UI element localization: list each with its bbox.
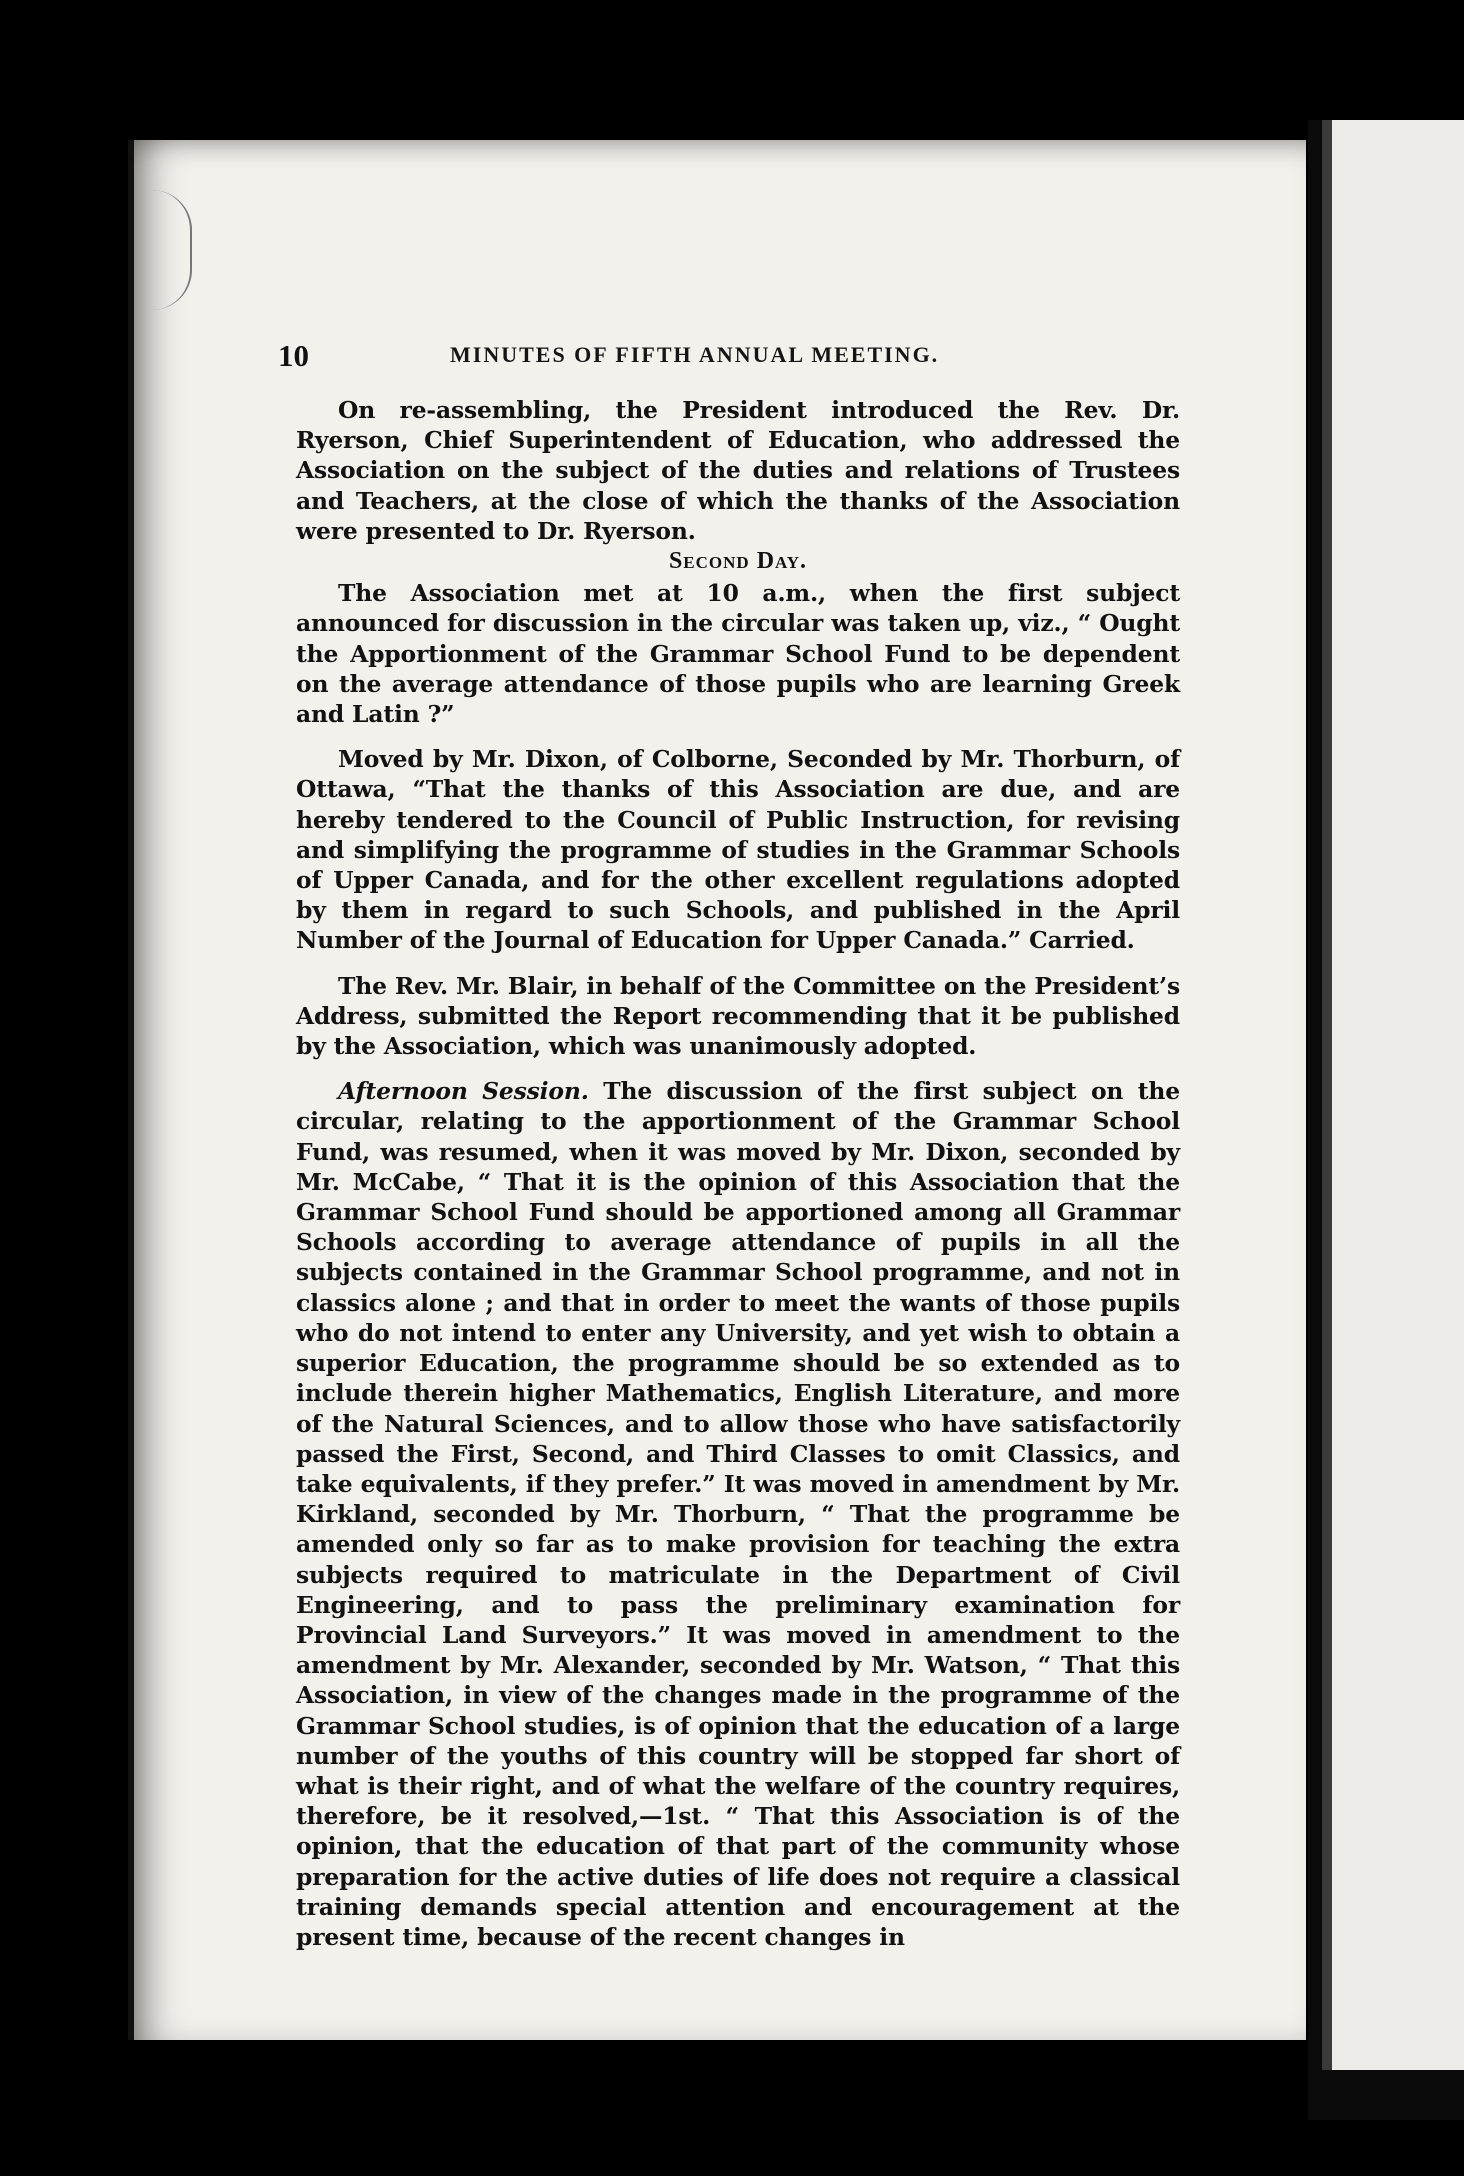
running-head: MINUTES OF FIFTH ANNUAL MEETING.: [450, 342, 940, 367]
paragraph-reassembling: On re-assembling, the President introduced the Rev. Dr. Ryerson, Chief Superintendent of Education, who addressed the Association on the subject of the duties and relations of Trustees and Teachers, at the close of which the thanks of the Association were presented to Dr. Ryerson.: [296, 396, 1180, 545]
paragraph-afternoon-session: [296, 1076, 1180, 1952]
body-text: [296, 395, 1180, 1967]
afternoon-session-text: The discussion of the first subject on the circular, relating to the apportionment of the Grammar School Fund, was resumed, when it was moved by Mr. Dixon, seconded by Mr. McCabe, “ That it is the opinion of this Association that the Grammar School Fund should be apportioned among all Grammar Schools according to average attendance of pupils in all the subjects contained in the Grammar School programme, and not in classics alone ; and that in order to meet the wants of those pupils who do not intend to enter any University, and yet wish to obtain a superior Education, the programme should be so extended as to include therein higher Mathematics, English Literature, and more of the Natural Sciences, and to allow those who have satisfactorily passed the First, Second, and Third Classes to omit Classics, and take equivalents, if they prefer.” It was moved in amendment by Mr. Kirkland, seconded by Mr. Thorburn, “ That the programme be amended only so far as to make provision for teaching the extra subjects required to matriculate in the Department of Civil Engineering, and to pass the preliminary examination for Provincial Land Surveyors.” It was moved in amendment to the amendment by Mr. Alexander, seconded by Mr. Watson, “ That this Association, in view of the changes made in the programme of the Grammar School studies, is of opinion that the education of a large number of the youths of this country will be stopped far short of what is their right, and of what the welfare of the country requires, therefore, be it resolved,—1st. “ That this Association is of the opinion, that the education of that part of the community whose preparation for the active duties of life does not require a classical training demands special attention and encouragement at the present time, because of the recent changes in: [296, 1077, 1180, 1951]
section-heading-second-day: Second Day.: [668, 548, 808, 575]
paragraph-association-met: The Association met at 10 a.m., when the first subject announced for discussion in the circular was taken up, viz., “ Ought the Apportionment of the Grammar School Fund to be dependent on the average attendance of those pupils who are learning Greek and Latin ?”: [296, 579, 1180, 729]
page-header: [278, 338, 1178, 378]
adjacent-page-edge: [1322, 120, 1332, 2070]
adjacent-page-sliver: [1332, 120, 1464, 2070]
paragraph-rev-blair: The Rev. Mr. Blair, in behalf of the Committee on the President’s Address, submitted the Report recommending that it be published by the Association, which was unanimously adopted.: [296, 971, 1180, 1061]
afternoon-session-lead: Afternoon Session.: [338, 1077, 589, 1106]
paragraph-moved-dixon: Moved by Mr. Dixon, of Colborne, Seconded by Mr. Thorburn, of Ottawa, “That the thanks of this Association are due, and are hereby tendered to the Council of Public Instruction, for revising and simplifying the programme of studies in the Grammar Schools of Upper Canada, and for the other excellent regulations adopted by them in regard to such Schools, and published in the April Number of the Journal of Education for Upper Canada.” Carried.: [296, 745, 1180, 955]
page-number: 10: [278, 338, 309, 373]
